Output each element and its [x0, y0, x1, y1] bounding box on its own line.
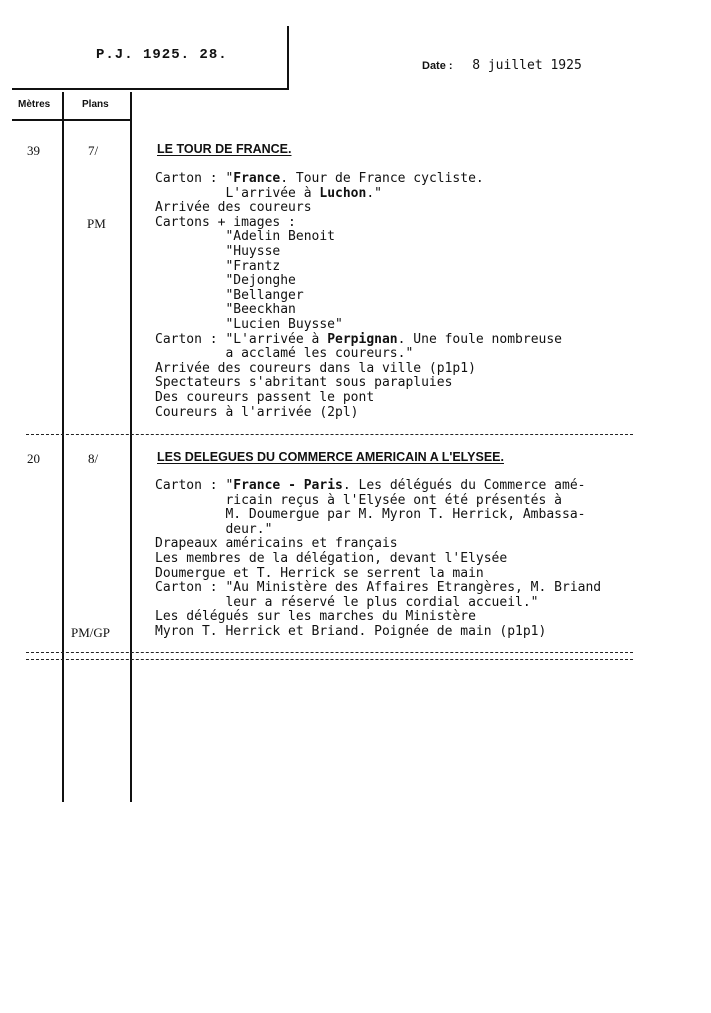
- list-item: Carton : "France. Tour de France cycliste.: [155, 171, 484, 186]
- list-item: Cartons + images :: [155, 214, 296, 230]
- list-item: deur.": [155, 521, 273, 537]
- list-item: Doumergue et T. Herrick se serrent la main: [155, 565, 484, 581]
- date-value: 8 juillet 1925: [472, 58, 582, 73]
- date-label: Date :: [422, 60, 453, 72]
- list-item: Les délégués sur les marches du Ministère: [155, 609, 476, 625]
- end-separator-1: [26, 652, 633, 653]
- section-metres: 39: [27, 143, 40, 158]
- list-item: Myron T. Herrick et Briand. Poignée de main (p1p1): [155, 623, 547, 639]
- list-item: "Adelin Benoit: [155, 229, 336, 245]
- section-metres: 20: [27, 451, 40, 466]
- end-separator-2: [26, 659, 633, 660]
- list-item: "Lucien Buysse": [155, 316, 343, 332]
- section-lines: [155, 172, 655, 420]
- list-item: Arrivée des coureurs: [155, 200, 312, 216]
- column-header-plans: Plans: [82, 99, 109, 110]
- list-item: ricain reçus à l'Elysée ont été présentés à: [155, 492, 562, 508]
- header-box-right-border: [287, 26, 289, 90]
- list-item: Drapeaux américains et français: [155, 536, 398, 552]
- list-item: "Beeckhan: [155, 302, 296, 318]
- list-item: "Frantz: [155, 258, 281, 274]
- list-item: Des coureurs passent le pont: [155, 389, 375, 405]
- list-item: Carton : "L'arrivée à Perpignan. Une foule nombreuse: [155, 331, 563, 347]
- list-item: "Bellanger: [155, 287, 304, 303]
- section-title: LES DELEGUES DU COMMERCE AMERICAIN A L'ELYSEE.: [157, 450, 504, 464]
- list-item: Carton : "Au Ministère des Affaires Etrangères, M. Briand: [155, 580, 602, 596]
- column-divider-left: [62, 92, 64, 802]
- section-plan-number: 7/: [88, 143, 99, 158]
- list-item: Coureurs à l'arrivée (2pl): [155, 404, 359, 420]
- list-item: Spectateurs s'abritant sous parapluies: [155, 375, 453, 391]
- list-item: "Dejonghe: [155, 273, 296, 289]
- list-item: "Huysse: [155, 243, 281, 259]
- date-block: [422, 54, 582, 74]
- list-item: L'arrivée à Luchon.": [155, 185, 382, 201]
- list-item: Carton : "France - Paris. Les délégués du Commerce amé-: [155, 478, 586, 493]
- section-title: LE TOUR DE FRANCE.: [157, 142, 292, 156]
- document-reference: P.J. 1925. 28.: [96, 47, 228, 63]
- section-lines: [155, 479, 675, 640]
- column-header-metres: Mètres: [18, 99, 51, 110]
- header-rule: [12, 119, 130, 121]
- list-item: a acclamé les coureurs.": [155, 346, 414, 362]
- list-item: Les membres de la délégation, devant l'Elysée: [155, 550, 508, 566]
- section-plan-number: 8/: [88, 451, 99, 466]
- list-item: M. Doumergue par M. Myron T. Herrick, Ambassa-: [155, 507, 586, 523]
- plan-marker-pm: PM: [87, 216, 106, 231]
- plan-marker-pm-gp: PM/GP: [71, 625, 111, 640]
- list-item: leur a réservé le plus cordial accueil.": [155, 594, 539, 610]
- column-divider-right: [130, 92, 132, 802]
- header-box-bottom-border: [12, 88, 289, 90]
- section-separator: [26, 434, 633, 435]
- list-item: Arrivée des coureurs dans la ville (p1p1): [155, 360, 476, 376]
